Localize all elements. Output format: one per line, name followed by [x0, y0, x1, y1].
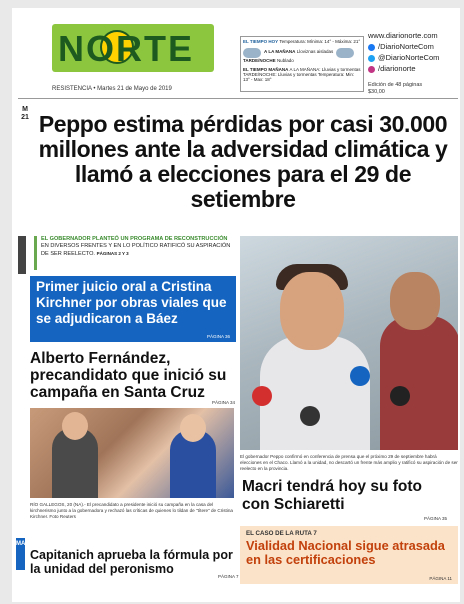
main-headline[interactable]: Peppo estima pérdidas por casi 30.000 millones ante la adversidad climática y llamó a elecciones para el 29 de setiembre [38, 111, 448, 212]
twitter-icon [368, 55, 375, 62]
facebook-label: /DiarioNorteCom [378, 42, 434, 51]
twitter-link[interactable] [368, 52, 439, 63]
weather-evening-label: TARDE/NOCHE [243, 58, 276, 63]
weather-box [240, 36, 364, 92]
weather-tomorrow-temps: Temperatura: Min: 13° - Max: 18° [243, 72, 355, 82]
subhead-rest: EN DIVERSOS FRENTES Y EN LO POLÍTICO RATIFICÓ SU ASPIRACIÓN DE SER REELECTO. [41, 243, 231, 257]
microphone-icon [390, 386, 410, 406]
weather-tomorrow-night: TARDE/NOCHE: Lluvias y tormentas [243, 72, 317, 77]
edition-info [368, 82, 422, 96]
weather-morning-label: A LA MAÑANA [264, 49, 296, 55]
alberto-headline[interactable]: Alberto Fernández, precandidato que inició su campaña en Santa Cruz [30, 350, 227, 401]
capitanich-page: PÁGINA 7 [218, 574, 239, 579]
weather-evening-desc: Nublado [276, 58, 294, 63]
logo-text: NORTE [58, 28, 194, 69]
mar-tag: MAR [16, 538, 25, 570]
social-links [368, 30, 439, 74]
newspaper-logo[interactable] [52, 24, 214, 72]
day-tag: M 21 [21, 106, 29, 121]
weather-tomorrow-morning: A LA MAÑANA: Lluvias y tormentas [289, 67, 361, 72]
photo-face [390, 272, 440, 330]
instagram-icon [368, 66, 375, 73]
microphone-icon [300, 406, 320, 426]
main-subhead [34, 236, 234, 270]
cristina-story[interactable] [30, 276, 236, 342]
subhead-highlight: EL GOBERNADOR PLANTEÓ UN PROGRAMA DE RECONSTRUCCIÓN [41, 236, 228, 242]
cristina-page: PÁGINA 36 [206, 334, 230, 339]
microphone-icon [252, 386, 272, 406]
website-link[interactable]: www.diarionorte.com [368, 31, 438, 40]
photo-person [380, 316, 458, 450]
weather-title: EL TIEMPO HOY [243, 39, 279, 44]
side-tag [18, 236, 26, 274]
macri-headline[interactable]: Macri tendrá hoy su foto con Schiaretti [242, 478, 422, 513]
subhead-pages: PÁGINAS 2 Y 3 [96, 251, 129, 256]
photo-face [180, 414, 206, 442]
twitter-label: @DiarioNorteCom [378, 53, 440, 62]
alberto-page: PÁGINA 34 [212, 400, 236, 405]
photo-face [62, 412, 88, 440]
instagram-label: /diarionorte [378, 64, 416, 73]
alberto-caption: RÍO GALLEGOS, 20 (NA).- El precandidato a presidente inició su campaña en la casa del kirchnerismo junto a la gobernadora y rechazó las críticas de quienes lo tildan de "títere" de Cristina Kirchner. Foto Reuters [30, 502, 233, 519]
vialidad-page: PÁGINA 11 [429, 576, 452, 581]
macri-page: PÁGINA 35 [424, 516, 448, 521]
edition-pages: Edición de 48 páginas [368, 82, 423, 88]
peppo-caption: El gobernador Peppo confirmó en conferencia de prensa que el próximo 29 de septiembre habrá elecciones en el Chaco. Llamó a la unidad, no descartó un frente más amplio y ratificó su aspiración de ser reelecto en la provincia. [240, 454, 458, 471]
cloud-icon [243, 48, 261, 58]
microphone-icon [350, 366, 370, 386]
cloud-icon [336, 48, 354, 58]
location-date: RESISTENCIA • Martes 21 de Mayo de 2019 [52, 86, 172, 92]
capitanich-headline[interactable]: Capitanich aprueba la fórmula por la unidad del peronismo [30, 548, 233, 576]
divider [18, 98, 458, 99]
weather-tomorrow-label: EL TIEMPO MAÑANA [243, 67, 289, 72]
alberto-photo [30, 408, 234, 498]
facebook-link[interactable] [368, 41, 439, 52]
peppo-photo [240, 236, 458, 450]
instagram-link[interactable] [368, 63, 439, 74]
vialidad-story[interactable] [240, 526, 458, 584]
vialidad-headline: Vialidad Nacional sigue atrasada en las certificaciones [246, 538, 445, 567]
photo-face [280, 272, 344, 350]
vialidad-kicker: EL CASO DE LA RUTA 7 [246, 530, 317, 537]
newspaper-front-page [12, 8, 460, 602]
edition-price: $30,00 [368, 89, 385, 95]
facebook-icon [368, 44, 375, 51]
photo-person [260, 336, 370, 450]
cristina-headline: Primer juicio oral a Cristina Kirchner por obras viales que se adjudicaron a Báez [36, 279, 227, 326]
weather-morning-desc: Lloviznas aisladas [296, 49, 334, 55]
weather-temps: Temperatura: Mínima: 14° - Máxima: 21° [279, 39, 361, 44]
